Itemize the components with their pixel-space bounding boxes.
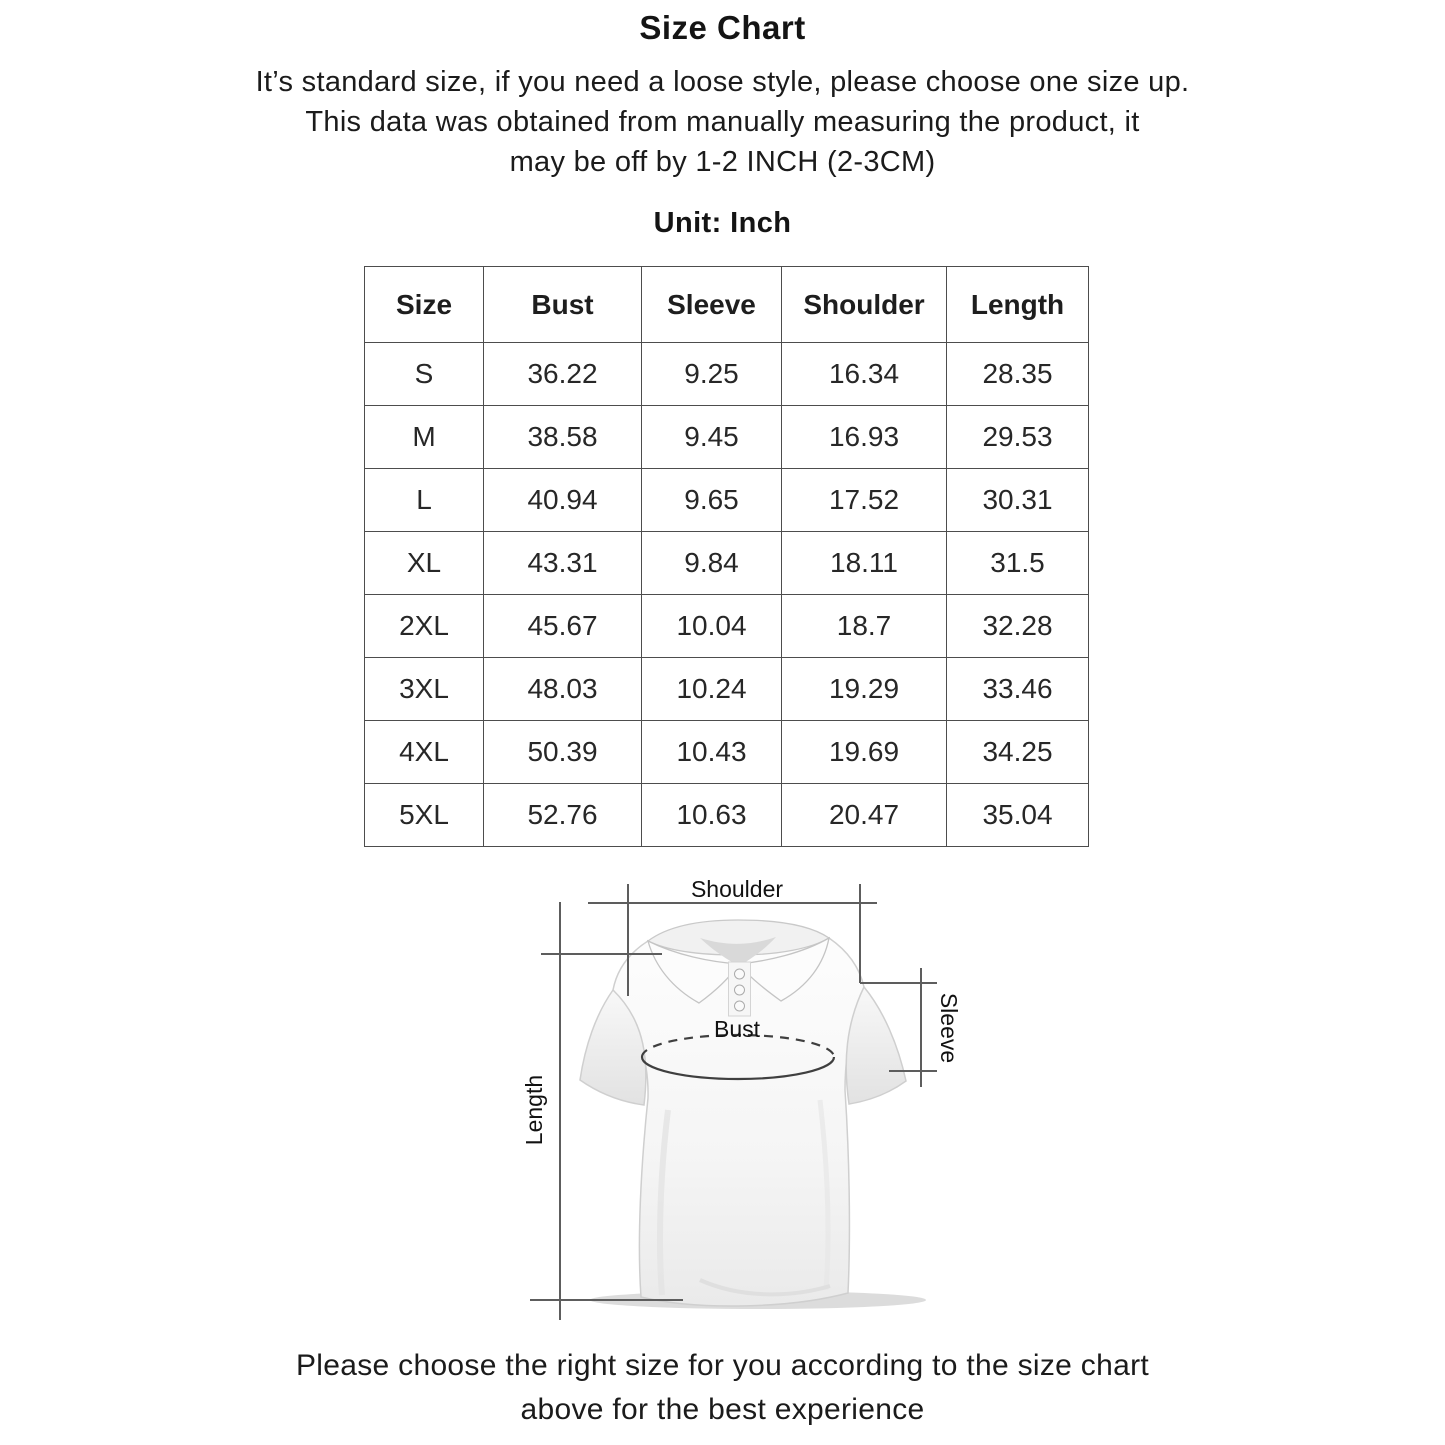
size-table-cell: 38.58: [484, 406, 642, 469]
size-table-cell: 30.31: [947, 469, 1089, 532]
description-line: may be off by 1-2 INCH (2-3CM): [509, 146, 936, 178]
size-table-cell: 43.31: [484, 532, 642, 595]
size-table-header-cell: Size: [365, 267, 484, 343]
polo-shirt-measurement-diagram: [480, 860, 1000, 1335]
size-table-cell: 18.11: [782, 532, 947, 595]
size-table-row: [365, 784, 1089, 847]
unit-label: Unit: Inch: [653, 207, 792, 239]
bust-label: Bust: [713, 1016, 761, 1042]
size-table-cell: 16.93: [782, 406, 947, 469]
size-table-cell: 3XL: [365, 658, 484, 721]
size-table-cell: 17.52: [782, 469, 947, 532]
size-table-cell: 10.04: [642, 595, 782, 658]
size-table-header-cell: Bust: [484, 267, 642, 343]
size-table-header-cell: Shoulder: [782, 267, 947, 343]
size-table-cell: 10.43: [642, 721, 782, 784]
size-table-cell: 29.53: [947, 406, 1089, 469]
size-table-cell: 50.39: [484, 721, 642, 784]
size-table-cell: 9.45: [642, 406, 782, 469]
size-table-header-row: [365, 267, 1089, 343]
size-table-cell: M: [365, 406, 484, 469]
size-table-header-cell: Length: [947, 267, 1089, 343]
footer-line: Please choose the right size for you according to the size chart: [296, 1349, 1149, 1382]
size-table-cell: 28.35: [947, 343, 1089, 406]
size-table-row: [365, 532, 1089, 595]
footer-note: [0, 1344, 1445, 1432]
size-table-cell: 33.46: [947, 658, 1089, 721]
size-table-cell: 40.94: [484, 469, 642, 532]
size-table-cell: 31.5: [947, 532, 1089, 595]
footer-line: above for the best experience: [520, 1393, 925, 1426]
size-table-cell: 10.24: [642, 658, 782, 721]
size-table-cell: 19.29: [782, 658, 947, 721]
size-table-cell: 9.65: [642, 469, 782, 532]
shirt-button: [735, 1001, 745, 1011]
length-label: Length: [521, 1074, 547, 1146]
size-table-cell: 19.69: [782, 721, 947, 784]
description-line: This data was obtained from manually measuring the product, it: [305, 106, 1140, 138]
size-table-cell: L: [365, 469, 484, 532]
size-table-row: [365, 658, 1089, 721]
size-table-cell: 48.03: [484, 658, 642, 721]
size-table-cell: 9.25: [642, 343, 782, 406]
page-title: Size Chart: [639, 9, 806, 46]
size-table-cell: 4XL: [365, 721, 484, 784]
size-table-cell: 35.04: [947, 784, 1089, 847]
size-table-cell: 10.63: [642, 784, 782, 847]
size-table: [364, 266, 1089, 847]
size-table-cell: XL: [365, 532, 484, 595]
size-table-cell: 9.84: [642, 532, 782, 595]
size-table-cell: 20.47: [782, 784, 947, 847]
size-table-row: [365, 721, 1089, 784]
size-table-cell: S: [365, 343, 484, 406]
size-table-cell: 34.25: [947, 721, 1089, 784]
size-description: [0, 62, 1445, 182]
size-table-cell: 5XL: [365, 784, 484, 847]
size-table-cell: 45.67: [484, 595, 642, 658]
size-table-cell: 52.76: [484, 784, 642, 847]
size-table-cell: 32.28: [947, 595, 1089, 658]
size-table-cell: 18.7: [782, 595, 947, 658]
size-table-cell: 2XL: [365, 595, 484, 658]
size-table-cell: 36.22: [484, 343, 642, 406]
shoulder-label: Shoulder: [690, 876, 784, 902]
size-table-header-cell: Sleeve: [642, 267, 782, 343]
size-table-row: [365, 343, 1089, 406]
size-table-cell: 16.34: [782, 343, 947, 406]
size-table-row: [365, 595, 1089, 658]
size-table-row: [365, 406, 1089, 469]
description-line: It’s standard size, if you need a loose style, please choose one size up.: [255, 66, 1190, 98]
size-table-row: [365, 469, 1089, 532]
sleeve-label: Sleeve: [936, 992, 962, 1064]
shirt-button: [735, 985, 745, 995]
shirt-button: [735, 969, 745, 979]
